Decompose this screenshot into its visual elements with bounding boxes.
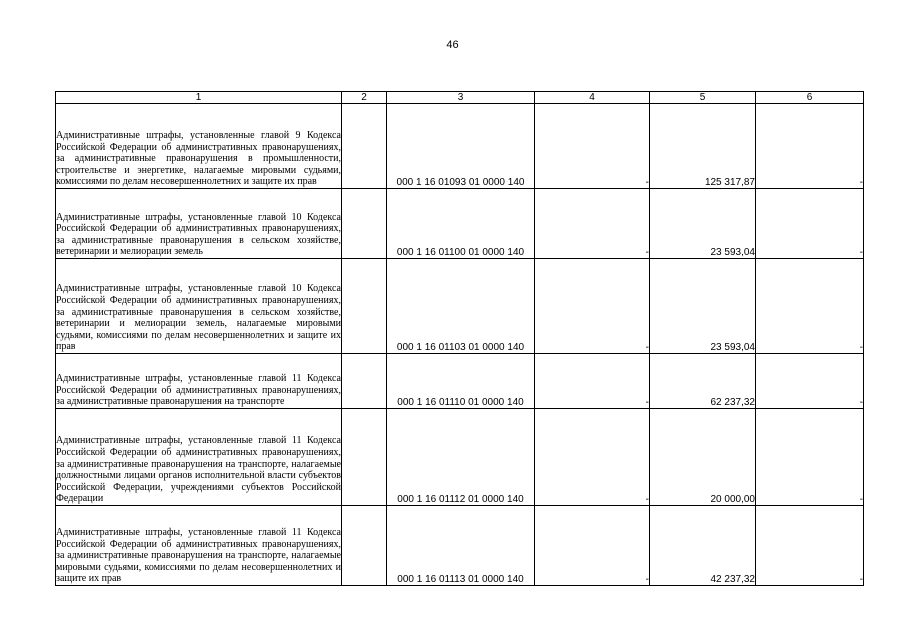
cell-col2	[342, 104, 387, 189]
classification-code: 000 1 16 01110 01 0000 140	[387, 354, 535, 409]
cell-col2	[342, 409, 387, 506]
column-header: 4	[535, 92, 650, 104]
row-description: Административные штрафы, установленные главой 11 Кодекса Российской Федерации об административных правонарушениях, за административные правонарушения на транспорте	[56, 354, 342, 409]
column-header: 1	[56, 92, 342, 104]
cell-amount: 62 237,32	[650, 354, 756, 409]
cell-col4: -	[535, 189, 650, 259]
cell-amount: 23 593,04	[650, 189, 756, 259]
column-header: 6	[756, 92, 864, 104]
cell-col2	[342, 354, 387, 409]
table-row	[56, 354, 864, 409]
cell-amount: 20 000,00	[650, 409, 756, 506]
cell-amount: 42 237,32	[650, 506, 756, 586]
table-row	[56, 104, 864, 189]
row-description: Административные штрафы, установленные главой 11 Кодекса Российской Федерации об административных правонарушениях, за административные правонарушения на транспорте, налагаемые мировыми судьями, комиссиями по делам несовершеннолетних и защите их прав	[56, 506, 342, 586]
table-row	[56, 506, 864, 586]
cell-col2	[342, 189, 387, 259]
cell-col4: -	[535, 409, 650, 506]
cell-amount: 125 317,87	[650, 104, 756, 189]
column-header: 2	[342, 92, 387, 104]
cell-col4: -	[535, 104, 650, 189]
revenue-table	[55, 91, 864, 586]
classification-code: 000 1 16 01112 01 0000 140	[387, 409, 535, 506]
cell-col6: -	[756, 506, 864, 586]
row-description: Административные штрафы, установленные главой 10 Кодекса Российской Федерации об административных правонарушениях, за административные правонарушения в сельском хозяйстве, ветеринарии и мелиорации земель, налагаемые мировыми судьями, комиссиями по делам несовершеннолетних и защите их прав	[56, 259, 342, 354]
table-row	[56, 409, 864, 506]
page-number: 46	[446, 39, 459, 51]
cell-col4: -	[535, 354, 650, 409]
cell-col4: -	[535, 259, 650, 354]
classification-code: 000 1 16 01100 01 0000 140	[387, 189, 535, 259]
cell-amount: 23 593,04	[650, 259, 756, 354]
classification-code: 000 1 16 01103 01 0000 140	[387, 259, 535, 354]
cell-col2	[342, 506, 387, 586]
table-row	[56, 189, 864, 259]
cell-col6: -	[756, 354, 864, 409]
classification-code: 000 1 16 01093 01 0000 140	[387, 104, 535, 189]
column-header: 3	[387, 92, 535, 104]
cell-col6: -	[756, 409, 864, 506]
cell-col6: -	[756, 104, 864, 189]
cell-col6: -	[756, 259, 864, 354]
column-number-row	[56, 92, 864, 104]
table-row	[56, 259, 864, 354]
row-description: Административные штрафы, установленные главой 9 Кодекса Российской Федерации об административных правонарушениях, за административные правонарушения в промышленности, строительстве и энергетике, налагаемые мировыми судьями, комиссиями по делам несовершеннолетних и защите их прав	[56, 104, 342, 189]
cell-col2	[342, 259, 387, 354]
cell-col6: -	[756, 189, 864, 259]
row-description: Административные штрафы, установленные главой 10 Кодекса Российской Федерации об административных правонарушениях, за административные правонарушения в сельском хозяйстве, ветеринарии и мелиорации земель	[56, 189, 342, 259]
cell-col4: -	[535, 506, 650, 586]
row-description: Административные штрафы, установленные главой 11 Кодекса Российской Федерации об административных правонарушениях, за административные правонарушения на транспорте, налагаемые должностными лицами органов исполнительной власти субъектов Российской Федерации, учреждениями субъектов Российской Федерации	[56, 409, 342, 506]
classification-code: 000 1 16 01113 01 0000 140	[387, 506, 535, 586]
column-header: 5	[650, 92, 756, 104]
